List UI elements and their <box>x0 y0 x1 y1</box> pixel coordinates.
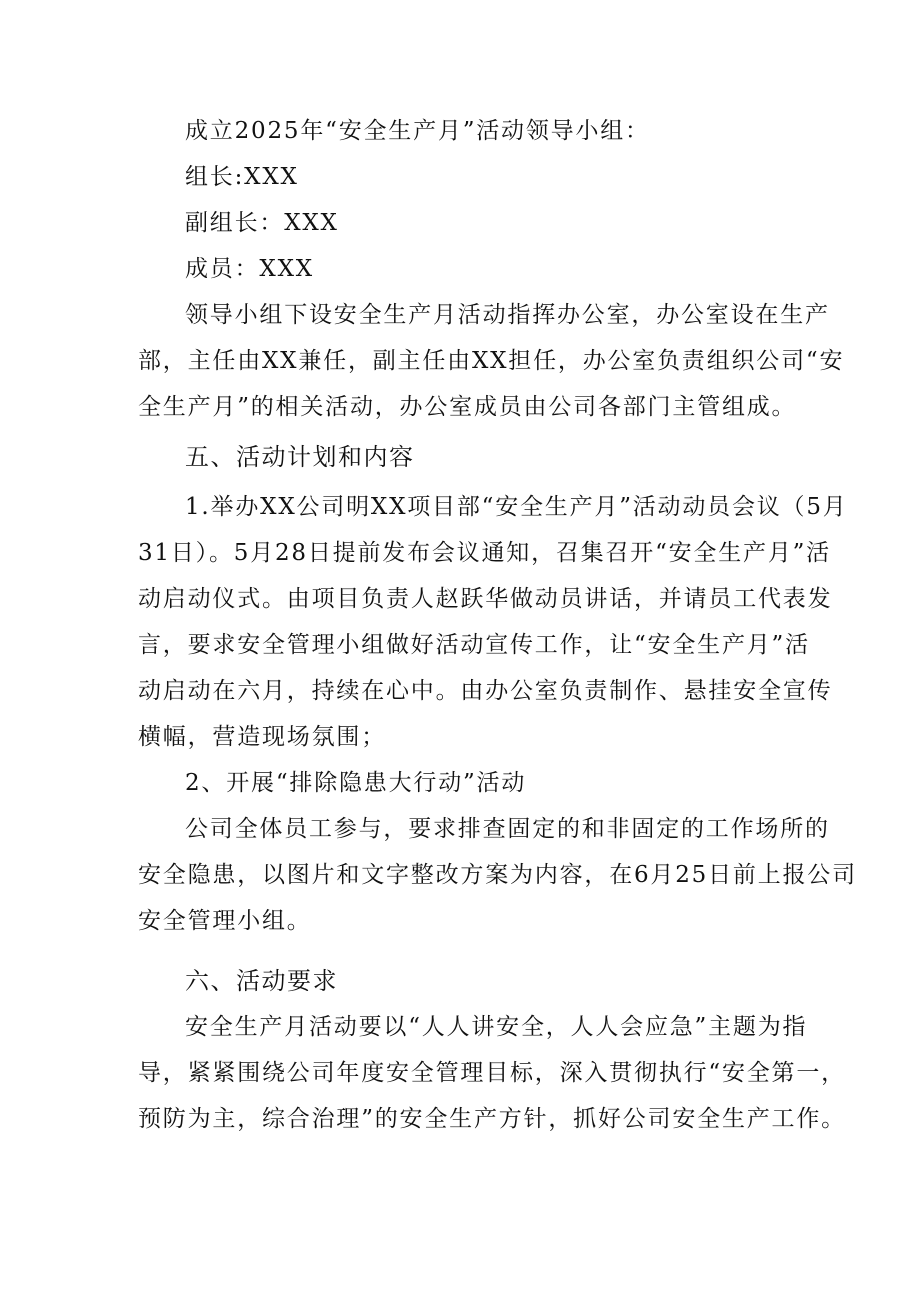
paragraph-line: 公司全体员工参与，要求排查固定的和非固定的工作场所的 <box>185 816 830 842</box>
paragraph-line: 安全隐患，以图片和文字整改方案为内容，在6月25日前上报公司 <box>138 862 857 888</box>
paragraph-line: 31日）。5月28日提前发布会议通知，召集召开“安全生产月”活 <box>138 540 831 566</box>
section5-heading: 五、活动计划和内容 <box>185 443 415 471</box>
office-paragraph <box>138 292 845 430</box>
leader-line: 组长:XXX <box>185 164 299 190</box>
section6-paragraph <box>138 1004 846 1142</box>
paragraph-line: 安全管理小组。 <box>138 908 312 934</box>
paragraph-line: 预防为主，综合治理”的安全生产方针，抓好公司安全生产工作。 <box>138 1106 846 1132</box>
item1-paragraph <box>138 484 848 760</box>
paragraph-line: 导，紧紧围绕公司年度安全管理目标，深入贯彻执行“安全第一， <box>138 1060 846 1086</box>
leadership-intro: 成立2025年“安全生产月”活动领导小组： <box>185 118 650 144</box>
deputy-leader-line: 副组长：XXX <box>185 210 339 236</box>
members-line: 成员：XXX <box>185 256 314 282</box>
item2-paragraph <box>138 806 857 944</box>
item2-title: 2、开展“排除隐患大行动”活动 <box>185 770 527 796</box>
paragraph-line: 全生产月”的相关活动，办公室成员由公司各部门主管组成。 <box>138 394 797 420</box>
document-page <box>138 108 857 1142</box>
paragraph-line: 领导小组下设安全生产月活动指挥办公室，办公室设在生产 <box>185 302 830 328</box>
paragraph-line: 言，要求安全管理小组做好活动宣传工作，让“安全生产月”活 <box>138 632 810 658</box>
paragraph-line: 动启动在六月，持续在心中。由办公室负责制作、悬挂安全宣传 <box>138 678 833 704</box>
paragraph-line: 部，主任由XX兼任，副主任由XX担任，办公室负责组织公司“安 <box>138 348 845 374</box>
paragraph-line: 1.举办XX公司明XX项目部“安全生产月”活动动员会议（5月 <box>185 494 848 520</box>
section6-heading: 六、活动要求 <box>185 967 338 995</box>
paragraph-line: 动启动仪式。由项目负责人赵跃华做动员讲话，并请员工代表发 <box>138 586 833 612</box>
paragraph-line: 安全生产月活动要以“人人讲安全，人人会应急”主题为指 <box>185 1014 808 1040</box>
paragraph-line: 横幅，营造现场氛围； <box>138 724 386 750</box>
